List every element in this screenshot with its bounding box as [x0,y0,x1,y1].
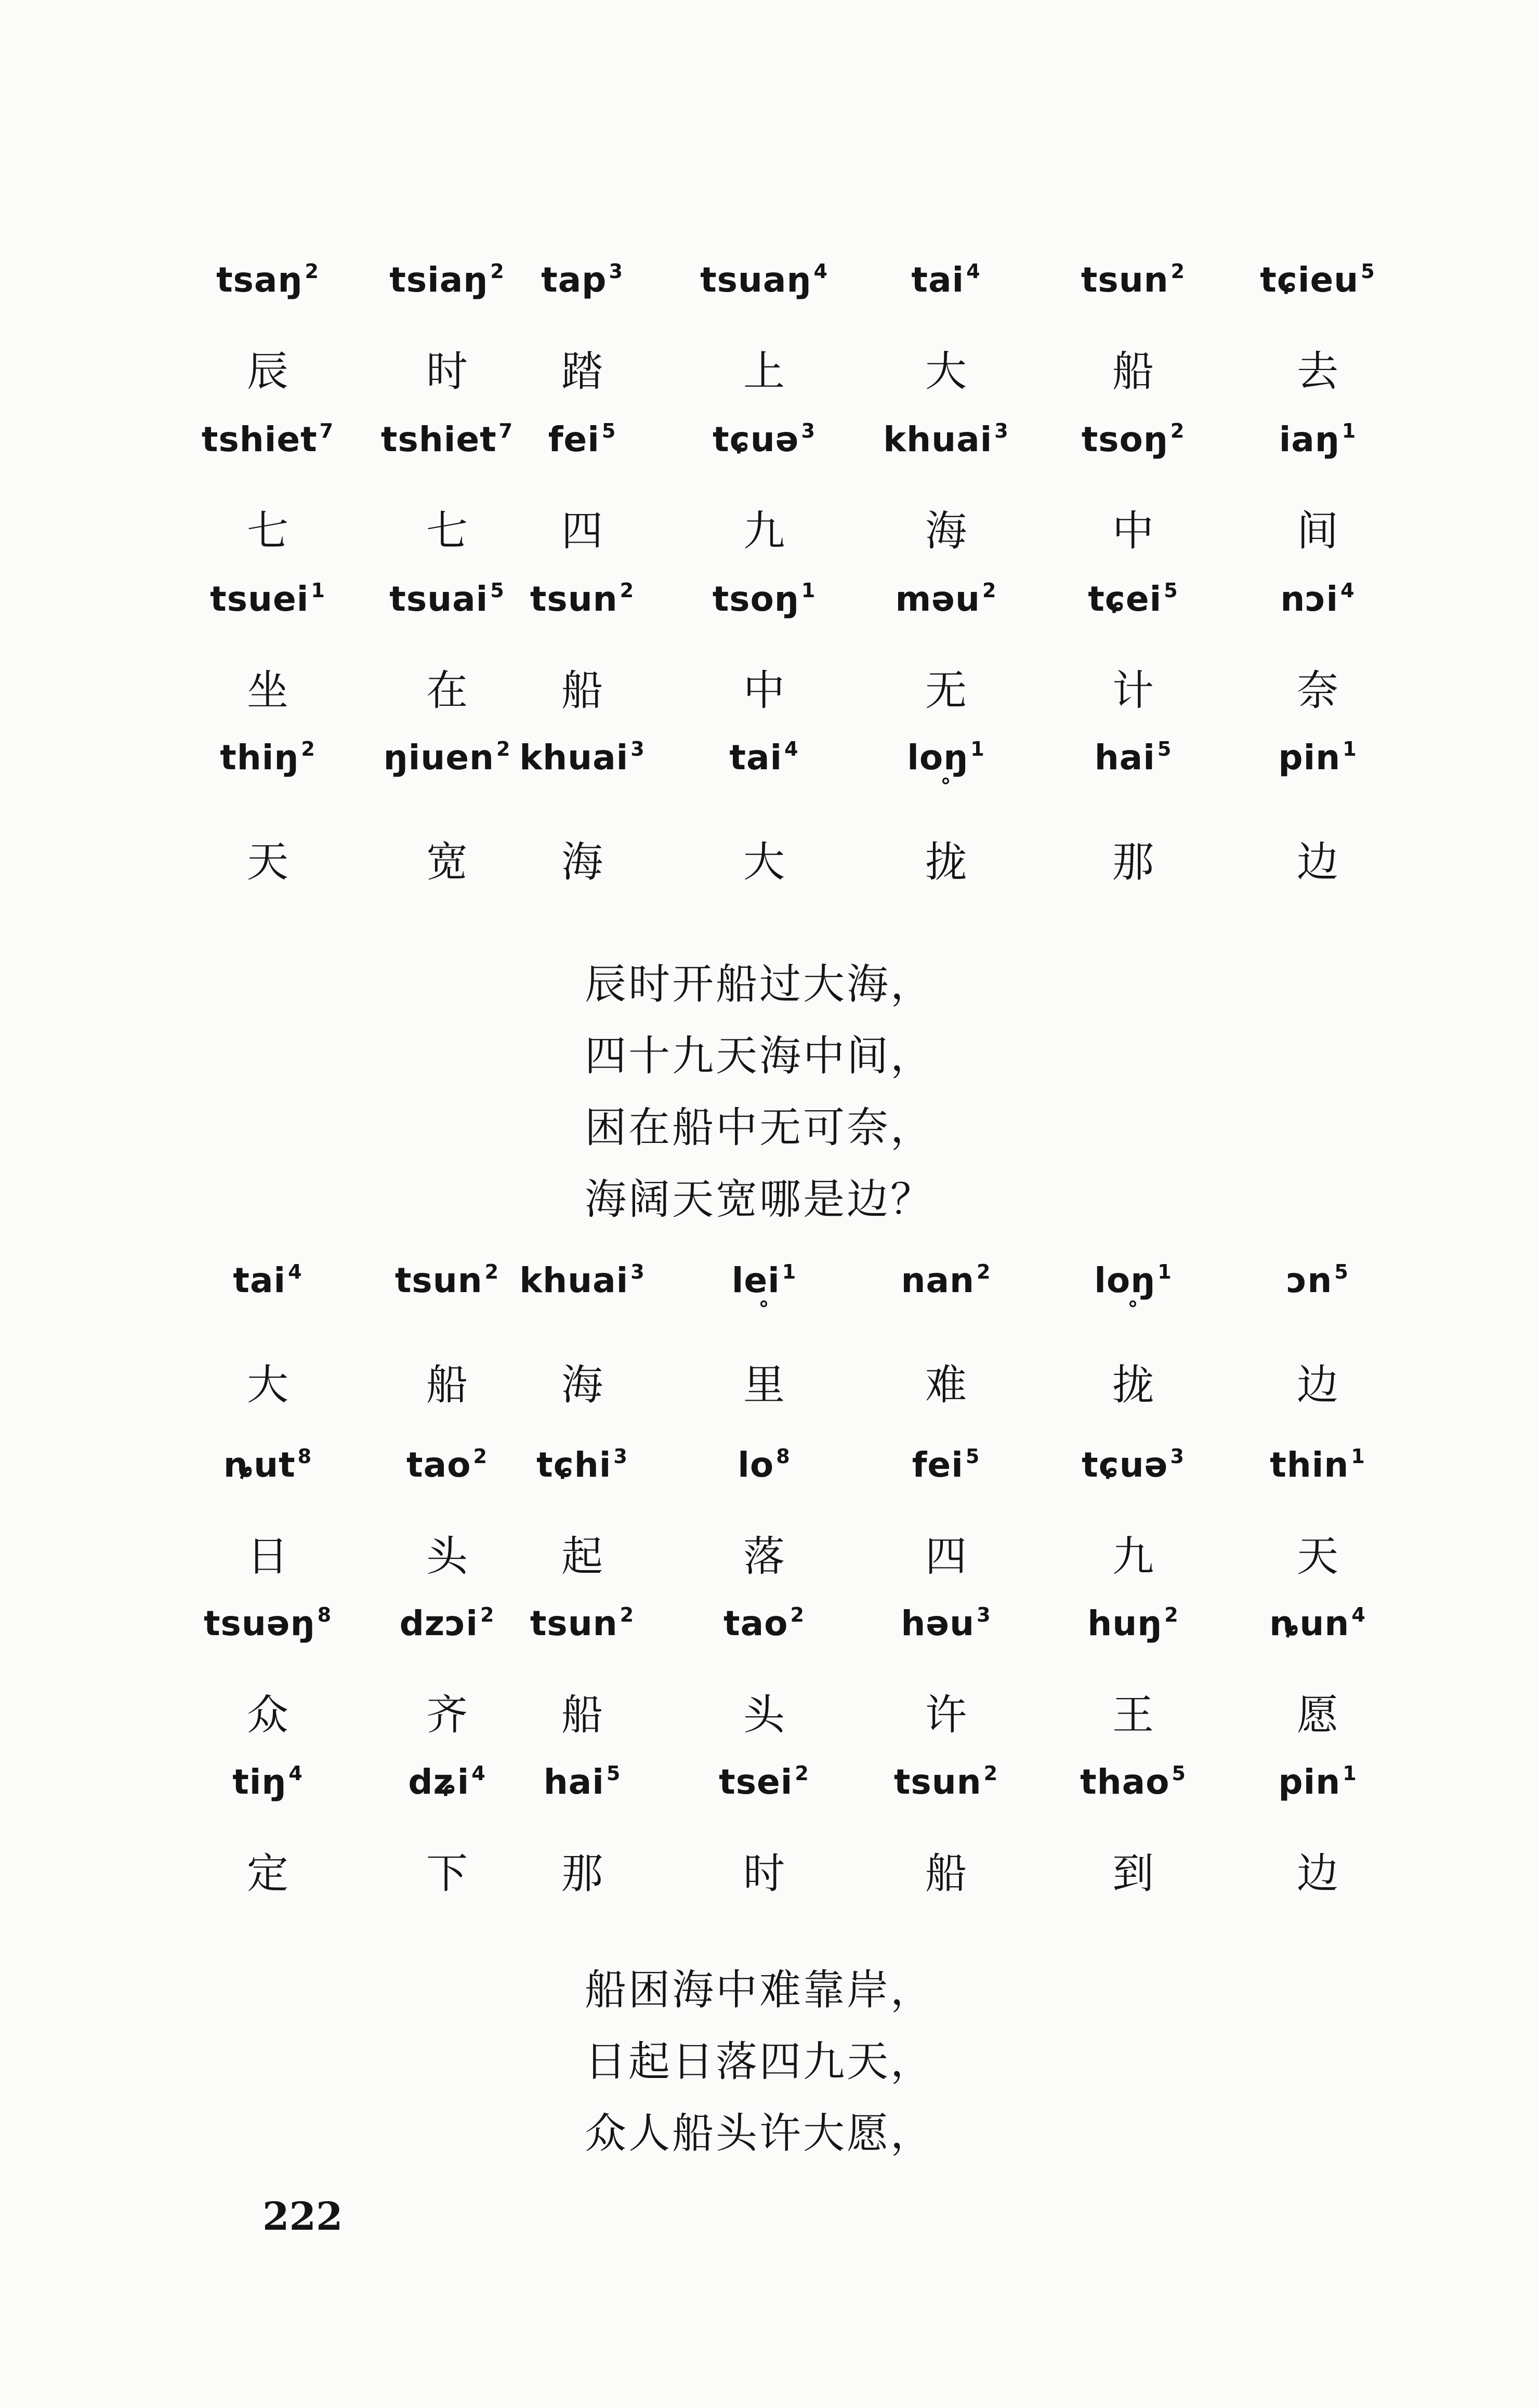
syllable-text: pin [1278,738,1341,778]
chinese-character: 头 [426,1532,468,1581]
syllable-text: tao [724,1603,788,1643]
chinese-character: 愿 [1297,1691,1338,1739]
chinese-character: 去 [1297,347,1338,396]
syllable-text: khuai [883,419,993,459]
syllable-text: tɕei [1088,579,1162,619]
syllable-text: tsaŋ [216,260,303,300]
chinese-character: 大 [743,838,785,886]
syllable-text: loŋ [1094,1260,1156,1300]
tone-number: 2 [490,260,505,283]
diacritic-mark: ° [940,774,952,798]
romanization-syllable [182,1445,353,1485]
chinese-character: 四 [561,507,603,555]
romanization-syllable [1047,579,1219,619]
chinese-character: 四 [925,1532,967,1581]
stanza-1-row-3-characters [218,657,1393,738]
tone-number: 4 [813,260,828,283]
diacritic-mark: ° [1127,1297,1139,1321]
syllable-text: ŋiuen [383,738,494,778]
romanization-syllable [1047,1603,1219,1643]
tone-number: 2 [1164,1603,1179,1626]
chinese-character: 里 [743,1361,785,1409]
chinese-character: 间 [1297,507,1338,555]
romanization-syllable [1232,419,1403,459]
tone-number: 5 [606,1762,621,1785]
romanization-syllable [496,738,668,778]
tone-number: 8 [317,1603,332,1626]
chinese-character: 边 [1297,1849,1338,1898]
syllable-text: pin [1278,1762,1341,1802]
tone-number: 2 [473,1445,488,1468]
stanza-1-interlinear [201,260,1393,909]
tone-number: 3 [801,419,815,442]
chinese-character: 坐 [247,666,288,715]
chinese-character: 踏 [561,347,603,396]
chinese-character: 大 [247,1361,288,1409]
chinese-character: 七 [426,507,468,555]
chinese-character: 辰 [247,347,288,396]
chinese-character: 时 [426,347,468,396]
chinese-character: 在 [426,666,468,715]
syllable-text: tsuei [210,579,309,619]
verse-line: 四十九天海中间， [585,1032,934,1080]
tone-number: 5 [1334,1260,1349,1283]
chinese-character: 船 [561,666,603,715]
chinese-character: 大 [925,347,967,396]
diacritic-mark: ° [758,1297,770,1321]
romanization-syllable [1232,579,1403,619]
chinese-character: 许 [925,1691,967,1739]
romanization-syllable [182,260,353,300]
chinese-character: 边 [1297,838,1338,886]
chinese-character: 七 [247,507,288,555]
syllable-text: tshiet [201,419,318,459]
tone-number: 3 [609,260,623,283]
romanization-syllable [678,738,850,778]
verse-line: 众人船头许大愿， [585,2109,934,2157]
tone-number: 4 [1340,579,1355,602]
romanization-syllable [678,419,850,459]
romanization-syllable [1047,1762,1219,1802]
romanization-syllable [1047,1445,1219,1485]
romanization-syllable [678,1762,850,1802]
tone-number: 2 [496,738,511,760]
syllable-text: tsoŋ [712,579,799,619]
tone-number: 1 [311,579,325,602]
chinese-character: 众 [247,1691,288,1739]
tone-number: 7 [498,419,514,442]
chinese-character: 起 [561,1532,603,1581]
romanization-syllable [860,738,1032,798]
chinese-character: 下 [426,1849,468,1898]
romanization-syllable [1047,1260,1219,1321]
syllable-text: ȵut [223,1445,296,1485]
page-number: 222 [262,2194,343,2239]
verse-line: 辰时开船过大海， [585,960,934,1008]
syllable-text: lo [738,1445,774,1485]
syllable-text: tap [541,260,607,300]
verse-line: 困在船中无可奈， [585,1103,934,1152]
syllable-text: tɕuə [1082,1445,1168,1485]
syllable-text: iaŋ [1279,419,1340,459]
romanization-syllable [678,1445,850,1485]
romanization-syllable [1232,738,1403,778]
stanza-2-row-1-romanization [218,1260,1393,1351]
chinese-character: 拢 [1112,1361,1154,1409]
syllable-text: loŋ [907,738,969,778]
chinese-character: 天 [1297,1532,1338,1581]
chinese-character: 九 [1112,1532,1154,1581]
chinese-character: 头 [743,1691,785,1739]
chinese-character: 难 [925,1361,967,1409]
tone-number: 5 [1361,260,1375,283]
tone-number: 4 [288,1260,302,1283]
stanza-2-row-3-romanization [203,1603,1393,1681]
romanization-syllable [1232,1445,1403,1485]
stanza-1-row-3-romanization [210,579,1393,657]
tone-number: 5 [1164,579,1178,602]
romanization-syllable [1232,1762,1403,1802]
chinese-character: 边 [1297,1361,1338,1409]
tone-number: 4 [288,1762,303,1785]
syllable-text: tsoŋ [1081,419,1168,459]
syllable-text: dzɔi [399,1603,478,1643]
syllable-text: tɕuə [713,419,799,459]
tone-number: 4 [1351,1603,1366,1626]
syllable-text: tsun [394,1260,483,1300]
romanization-syllable [860,1445,1032,1485]
chinese-character: 船 [925,1849,967,1898]
stanza-2-row-2-romanization [218,1445,1393,1523]
stanza-1-verse [585,949,934,1235]
stanza-1-row-4-characters [218,828,1393,909]
romanization-syllable [678,1603,850,1643]
tone-number: 2 [1170,419,1185,442]
tone-number: 2 [620,1603,635,1626]
syllable-text: tshiet [380,419,497,459]
romanization-syllable [1232,260,1403,300]
chinese-character: 九 [743,507,785,555]
syllable-text: tsun [530,1603,618,1643]
syllable-text: dʑi [408,1762,470,1802]
chinese-character: 拢 [925,838,967,886]
stanza-1-row-2-characters [218,497,1393,578]
chinese-character: 那 [561,1849,603,1898]
syllable-text: tsuai [389,579,489,619]
romanization-syllable [182,1603,353,1643]
stanza-2-row-2-characters [218,1523,1393,1603]
stanza-1-row-1-characters [218,338,1393,418]
tone-number: 2 [790,1603,805,1626]
romanization-syllable [182,738,353,778]
syllable-text: tai [911,260,965,300]
tone-number: 2 [795,1762,809,1785]
syllable-text: tai [729,738,783,778]
syllable-text: tsun [1081,260,1169,300]
chinese-character: 日 [247,1532,288,1581]
romanization-syllable [496,1260,668,1300]
stanza-2-interlinear [203,1260,1393,1920]
chinese-character: 船 [561,1691,603,1739]
stanza-1-row-1-romanization [218,260,1393,338]
verse-line: 船困海中难靠岸， [585,1966,934,2014]
tone-number: 1 [1341,419,1357,442]
romanization-syllable [860,1260,1032,1300]
tone-number: 2 [977,1260,991,1283]
syllable-text: fei [548,419,600,459]
syllable-text: tɕieu [1260,260,1359,300]
syllable-text: tsei [719,1762,793,1802]
romanization-syllable [182,1260,353,1300]
tone-number: 3 [1170,1445,1185,1468]
tone-number: 8 [297,1445,312,1468]
verse-line: 海阔天宽哪是边？ [585,1175,934,1223]
stanza-1-row-4-romanization [218,738,1393,828]
tone-number: 2 [480,1603,495,1626]
syllable-text: tɕhi [536,1445,612,1485]
tone-number: 1 [1343,738,1357,760]
syllable-text: thin [1270,1445,1349,1485]
stanza-2-row-1-characters [218,1351,1393,1445]
romanization-syllable [860,419,1032,459]
tone-number: 2 [1170,260,1186,283]
syllable-text: tsiaŋ [389,260,489,300]
chinese-character: 时 [743,1849,785,1898]
chinese-character: 无 [925,666,967,715]
syllable-text: nan [901,1260,975,1300]
romanization-syllable [496,579,668,619]
romanization-syllable [860,260,1032,300]
syllable-text: thao [1080,1762,1170,1802]
syllable-text: ɔn [1286,1260,1333,1300]
syllable-text: tiŋ [232,1762,287,1802]
syllable-text: həu [901,1603,975,1643]
syllable-text: fei [912,1445,964,1485]
syllable-text: nɔi [1280,579,1339,619]
chinese-character: 船 [1112,347,1154,396]
verse-line: 日起日落四九天， [585,2037,934,2086]
romanization-syllable [1232,1603,1403,1643]
chinese-character: 上 [743,347,785,396]
tone-number: 5 [965,1445,980,1468]
romanization-syllable [1047,419,1219,459]
tone-number: 3 [613,1445,628,1468]
chinese-character: 中 [1112,507,1154,555]
romanization-syllable [1047,738,1219,778]
chinese-character: 海 [561,838,603,886]
romanization-syllable [182,1762,353,1802]
tone-number: 5 [601,419,616,442]
romanization-syllable [860,579,1032,619]
romanization-syllable [182,419,353,459]
syllable-text: tsun [530,579,618,619]
tone-number: 2 [484,1260,499,1283]
chinese-character: 落 [743,1532,785,1581]
syllable-text: ȵun [1269,1603,1350,1643]
chinese-character: 那 [1112,838,1154,886]
stanza-2-verse [585,1954,934,2169]
stanza-2-row-4-romanization [218,1762,1393,1840]
tone-number: 1 [1351,1445,1365,1468]
tone-number: 4 [784,738,799,760]
syllable-text: huŋ [1087,1603,1163,1643]
romanization-syllable [1232,1260,1403,1300]
syllable-text: hai [1094,738,1155,778]
tone-number: 1 [1343,1762,1357,1785]
stanza-2-row-4-characters [218,1840,1393,1920]
chinese-character: 天 [247,838,288,886]
romanization-syllable [496,1603,668,1643]
tone-number: 2 [982,579,997,602]
tone-number: 8 [776,1445,791,1468]
tone-number: 4 [471,1762,486,1785]
chinese-character: 到 [1112,1849,1154,1898]
tone-number: 2 [305,260,319,283]
chinese-character: 海 [925,507,967,555]
syllable-text: khuai [519,738,629,778]
romanization-syllable [496,1762,668,1802]
tone-number: 1 [782,1260,797,1283]
tone-number: 3 [630,738,645,760]
romanization-syllable [678,260,850,300]
syllable-text: thiŋ [220,738,299,778]
tone-number: 5 [1157,738,1172,760]
chinese-character: 定 [247,1849,288,1898]
syllable-text: tsuaŋ [700,260,812,300]
tone-number: 1 [801,579,816,602]
tone-number: 3 [630,1260,645,1283]
chinese-character: 计 [1112,666,1154,715]
romanization-syllable [182,579,353,619]
chinese-character: 中 [743,666,785,715]
syllable-text: lei [731,1260,780,1300]
romanization-syllable [860,1762,1032,1802]
syllable-text: tao [406,1445,471,1485]
tone-number: 2 [301,738,315,760]
chinese-character: 王 [1112,1691,1154,1739]
tone-number: 3 [994,419,1009,442]
tone-number: 1 [1157,1260,1172,1283]
romanization-syllable [496,1445,668,1485]
syllable-text: tai [233,1260,286,1300]
chinese-character: 船 [426,1361,468,1409]
syllable-text: məu [895,579,981,619]
romanization-syllable [860,1603,1032,1643]
stanza-2-row-3-characters [218,1681,1393,1762]
tone-number: 1 [970,738,985,760]
syllable-text: hai [543,1762,604,1802]
tone-number: 3 [977,1603,991,1626]
tone-number: 2 [620,579,635,602]
syllable-text: tsun [893,1762,982,1802]
chinese-character: 奈 [1297,666,1338,715]
romanization-syllable [1047,260,1219,300]
romanization-syllable [496,419,668,459]
romanization-syllable [678,579,850,619]
syllable-text: tsuəŋ [203,1603,315,1643]
stanza-1-row-2-romanization [201,419,1393,497]
chinese-character: 宽 [426,838,468,886]
tone-number: 5 [1172,1762,1186,1785]
romanization-syllable [678,1260,850,1321]
syllable-text: khuai [519,1260,629,1300]
tone-number: 5 [490,579,505,602]
chinese-character: 齐 [426,1691,468,1739]
tone-number: 7 [319,419,334,442]
romanization-syllable [496,260,668,300]
chinese-character: 海 [561,1361,603,1409]
tone-number: 4 [966,260,981,283]
tone-number: 2 [983,1762,998,1785]
